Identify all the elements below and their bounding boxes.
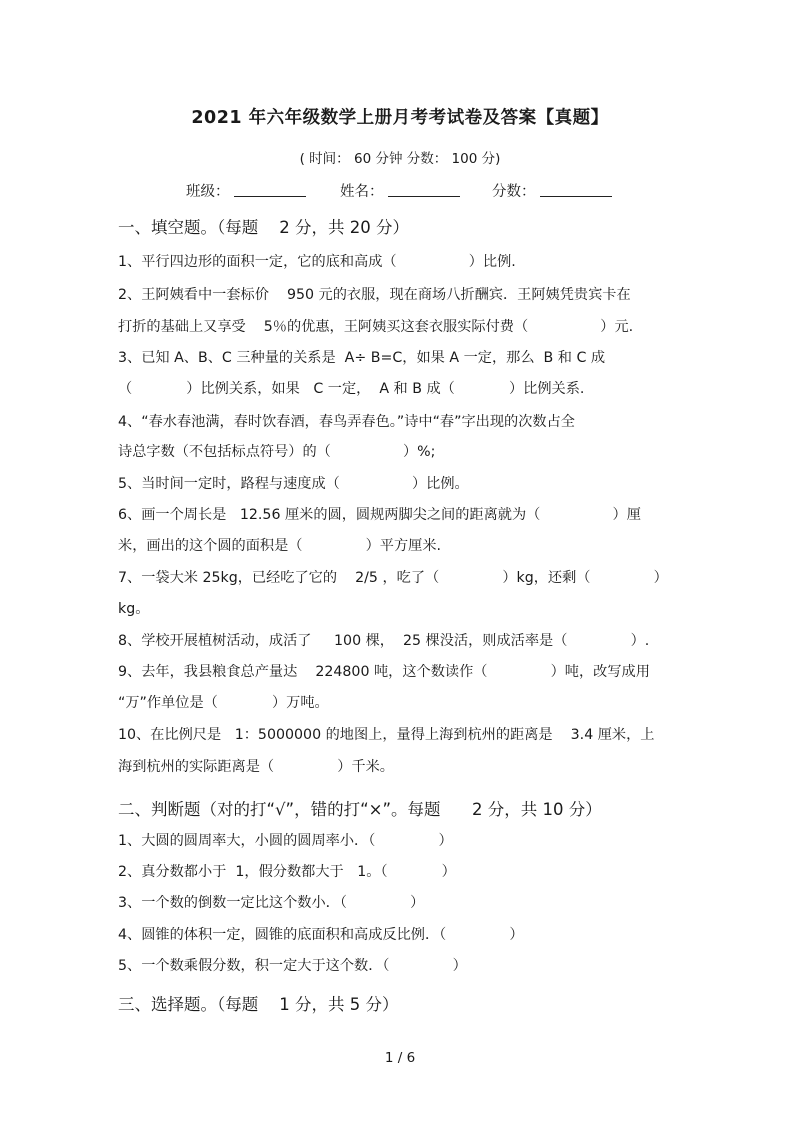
question-line: 打折的基础上又享受 5％的优惠，王阿姨买这套衣服实际付费（ ）元. [118, 319, 634, 335]
page-number: 1 / 6 [384, 1050, 416, 1066]
section-heading-multiple-choice: 三、选择题。（每题 1 分，共 5 分） [118, 995, 399, 1014]
question-line: 10、在比例尺是 1：5000000 的地图上，量得上海到杭州的距离是 3.4 厘米，上 [118, 727, 655, 743]
question-line: 6、画一个周长是 12.56 厘米的圆，圆规两脚尖之间的距离就为（ ）厘 [118, 507, 641, 523]
question-line: “万”作单位是（ ）万吨。 [118, 695, 329, 711]
question-line: 米，画出的这个圆的面积是（ ）平方厘米. [118, 538, 442, 554]
question-line: 8、学校开展植树活动，成活了 100 棵， 25 棵没活，则成活率是（ ）. [118, 633, 650, 649]
question-line: 5、当时间一定时，路程与速度成（ ）比例。 [118, 476, 469, 492]
question-line: 2、王阿姨看中一套标价 950 元的衣服，现在商场八折酬宾．王阿姨凭贵宾卡在 [118, 287, 631, 303]
question-line: 海到杭州的实际距离是（ ）千米。 [118, 759, 394, 775]
section-heading-true-false: 二、判断题（对的打“√”，错的打“×”。每题 2 分，共 10 分） [118, 800, 602, 819]
question-line: 1、平行四边形的面积一定，它的底和高成（ ）比例. [118, 254, 516, 270]
question-line: 1、大圆的圆周率大，小圆的圆周率小．（ ） [118, 833, 453, 849]
question-line: 7、一袋大米 25kg，已经吃了它的 2/5 ，吃了（ ）kg，还剩（ ） [118, 570, 668, 586]
exam-time-score: ( 时间： 60 分钟 分数： 100 分) [299, 151, 501, 167]
question-line: 4、“春水春池满，春时饮春酒，春鸟弄春色。”诗中“春”字出现的次数占全 [118, 414, 575, 430]
question-line: 4、圆锥的体积一定，圆锥的底面积和高成反比例．（ ） [118, 927, 524, 943]
question-line: 诗总字数（不包括标点符号）的（ ）%; [118, 444, 436, 460]
name-label: 姓名： [340, 184, 384, 200]
question-line: 9、去年，我县粮食总产量达 224800 吨，这个数读作（ ）吨，改写成用 [118, 664, 650, 680]
section-heading-fill-in: 一、填空题。（每题 2 分，共 20 分） [118, 218, 409, 237]
name-blank[interactable] [388, 180, 460, 197]
question-line: 3、已知 A、B、C 三种量的关系是 A÷ B=C，如果 A 一定，那么 B 和 C 成 [118, 350, 606, 366]
score-label: 分数： [492, 184, 536, 200]
class-blank[interactable] [234, 180, 306, 197]
question-line: 3、一个数的倒数一定比这个数小．（ ） [118, 895, 425, 911]
page-title: 2021 年六年级数学上册月考考试卷及答案【真题】 [191, 108, 609, 128]
class-label: 班级： [186, 184, 230, 200]
score-blank[interactable] [540, 180, 612, 197]
question-line: 2、真分数都小于 1，假分数都大于 1。（ ） [118, 864, 456, 880]
question-line: 5、一个数乘假分数，积一定大于这个数．（ ） [118, 958, 467, 974]
question-line: kg。 [118, 601, 150, 617]
question-line: （ ）比例关系，如果 C 一定， A 和 B 成（ ）比例关系. [118, 381, 585, 397]
